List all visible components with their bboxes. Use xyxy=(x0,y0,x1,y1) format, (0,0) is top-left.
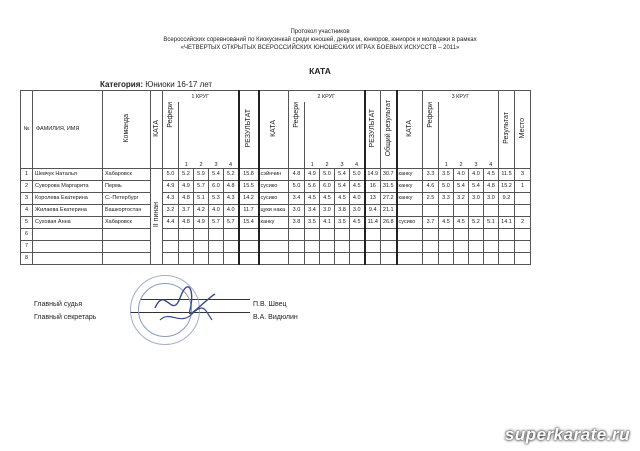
round1-score xyxy=(194,240,209,252)
place xyxy=(515,228,531,240)
total-result: 26.8 xyxy=(381,216,397,228)
round2-score: 5.0 xyxy=(320,168,335,180)
round3-score xyxy=(484,228,499,240)
round2-result: 14.9 xyxy=(365,168,381,180)
place: 2 xyxy=(515,216,531,228)
table-row xyxy=(21,240,531,252)
round1-score xyxy=(194,228,209,240)
round1-score xyxy=(224,228,239,240)
round1-result: 15.8 xyxy=(239,168,259,180)
total-result: 30.7 xyxy=(381,168,397,180)
row-number: 6 xyxy=(21,228,33,240)
signature-scribble xyxy=(150,280,220,330)
table-row xyxy=(21,204,531,216)
chief-secretary-name: В.А. Видюлин xyxy=(253,314,298,321)
round2-kata xyxy=(259,228,289,240)
table-row xyxy=(21,192,531,204)
round2-score: 4.5 xyxy=(335,192,350,204)
col-team: Команда xyxy=(103,91,151,169)
col-round3: 3 КРУГ xyxy=(423,91,499,103)
round2-score xyxy=(320,228,335,240)
round1-score xyxy=(179,228,194,240)
round3-score xyxy=(454,228,469,240)
round1-score: 4.0 xyxy=(224,204,239,216)
round3-score: 3.5 xyxy=(439,168,454,180)
participant-name xyxy=(33,228,103,240)
round1-score xyxy=(224,252,239,264)
round3-score xyxy=(484,240,499,252)
round1-score: 4.3 xyxy=(163,192,179,204)
round2-score: 4.8 xyxy=(289,168,305,180)
round1-result: 15.4 xyxy=(239,216,259,228)
round3-score: 5.4 xyxy=(454,180,469,192)
round1-score xyxy=(163,228,179,240)
round2-score: 3.4 xyxy=(305,204,320,216)
page-title: КАТА xyxy=(309,66,331,76)
round3-score: 3.2 xyxy=(454,192,469,204)
round2-score: 3.8 xyxy=(335,204,350,216)
round2-score: 4.9 xyxy=(305,168,320,180)
participant-name: Суворова Маргарита xyxy=(33,180,103,192)
round1-result xyxy=(239,252,259,264)
round3-score xyxy=(423,240,439,252)
round3-result xyxy=(499,252,515,264)
round2-score: 3.0 xyxy=(320,204,335,216)
round3-score xyxy=(484,204,499,216)
round1-score: 5.9 xyxy=(194,168,209,180)
round1-score xyxy=(224,240,239,252)
round2-kata xyxy=(259,252,289,264)
col-judge2-1: 1 xyxy=(305,102,320,168)
col-judge2-4: 4 xyxy=(350,102,365,168)
col-referee2: Рефери xyxy=(289,102,305,168)
round3-kata: канку xyxy=(397,192,423,204)
round2-kata xyxy=(259,240,289,252)
round3-score xyxy=(454,240,469,252)
col-no: № xyxy=(21,91,33,169)
round1-score: 5.0 xyxy=(163,168,179,180)
col-judge1-2: 2 xyxy=(194,102,209,168)
col-judge1-1: 1 xyxy=(179,102,194,168)
row-number: 2 xyxy=(21,180,33,192)
round2-score xyxy=(335,240,350,252)
round1-score: 4.8 xyxy=(179,216,194,228)
chief-judge-name: П.В. Швец xyxy=(253,301,287,308)
place xyxy=(515,252,531,264)
round2-score: 3.8 xyxy=(289,216,305,228)
round1-score xyxy=(163,252,179,264)
round1-score xyxy=(209,252,224,264)
table-row xyxy=(21,180,531,192)
watermark-logo: superkarate.ru xyxy=(504,425,630,444)
round3-score xyxy=(469,228,484,240)
round2-score: 6.0 xyxy=(320,180,335,192)
round1-score: 5.7 xyxy=(194,180,209,192)
col-total: Общий результат xyxy=(381,91,397,169)
round2-score: 5.0 xyxy=(350,168,365,180)
round3-score: 4.6 xyxy=(423,180,439,192)
round1-score xyxy=(179,252,194,264)
col-judge1-4: 4 xyxy=(224,102,239,168)
round3-score xyxy=(454,252,469,264)
round3-score: 4.5 xyxy=(439,216,454,228)
table-row xyxy=(21,252,531,264)
place xyxy=(515,192,531,204)
col-judge3-2: 2 xyxy=(454,102,469,168)
round2-score xyxy=(350,240,365,252)
total-result xyxy=(381,252,397,264)
round2-result: 13 xyxy=(365,192,381,204)
round2-score: 4.5 xyxy=(320,192,335,204)
round2-score: 5.6 xyxy=(305,180,320,192)
round1-score xyxy=(179,240,194,252)
round1-score: 6.0 xyxy=(209,180,224,192)
round3-score: 3.7 xyxy=(423,216,439,228)
round2-score: 5.4 xyxy=(335,180,350,192)
round1-score xyxy=(209,240,224,252)
chief-secretary-label: Главный секретарь xyxy=(34,314,97,321)
category-value: Юниоки 16-17 лет xyxy=(145,80,213,89)
round2-score: 5.0 xyxy=(289,180,305,192)
round3-kata: канку xyxy=(397,180,423,192)
round3-score xyxy=(423,228,439,240)
col-kata1: КАТА xyxy=(151,91,163,169)
round1-score: 4.4 xyxy=(163,216,179,228)
round2-result: 9.4 xyxy=(365,204,381,216)
round2-score xyxy=(305,240,320,252)
col-judge1-3: 3 xyxy=(209,102,224,168)
round3-score: 4.0 xyxy=(469,168,484,180)
round2-score: 3.5 xyxy=(335,216,350,228)
round3-score xyxy=(439,240,454,252)
round1-score: 4.9 xyxy=(163,180,179,192)
round2-score xyxy=(289,228,305,240)
col-kata2: КАТА xyxy=(259,91,289,169)
participant-team: Башкортостан xyxy=(103,204,151,216)
round1-score: 5.2 xyxy=(179,168,194,180)
col-referee3: Рефери xyxy=(423,102,439,168)
round2-result xyxy=(365,228,381,240)
participant-team: Хабаровск xyxy=(103,168,151,180)
round2-score: 4.0 xyxy=(350,192,365,204)
round3-result xyxy=(499,240,515,252)
round3-result xyxy=(499,228,515,240)
round3-kata: сусико xyxy=(397,216,423,228)
row-number: 7 xyxy=(21,240,33,252)
round1-result: 11.7 xyxy=(239,204,259,216)
col-judge3-4: 4 xyxy=(484,102,499,168)
round3-score xyxy=(469,204,484,216)
round1-score: 5.1 xyxy=(194,192,209,204)
round3-score: 3.3 xyxy=(439,192,454,204)
round2-score: 4.5 xyxy=(350,216,365,228)
table-row xyxy=(21,168,531,180)
round2-kata: цуки нака xyxy=(259,204,289,216)
row-number: 4 xyxy=(21,204,33,216)
round1-score: 4.8 xyxy=(224,180,239,192)
row-number: 8 xyxy=(21,252,33,264)
round3-result: 11.5 xyxy=(499,168,515,180)
total-result xyxy=(381,228,397,240)
round2-result: 16 xyxy=(365,180,381,192)
col-kata3: КАТА xyxy=(397,91,423,169)
round1-score: 4.0 xyxy=(209,204,224,216)
row-number: 3 xyxy=(21,192,33,204)
participant-name: Королева Екатерина xyxy=(33,192,103,204)
round2-score xyxy=(335,228,350,240)
round1-result: 15.5 xyxy=(239,180,259,192)
row-number: 5 xyxy=(21,216,33,228)
place xyxy=(515,204,531,216)
round2-score: 3.0 xyxy=(350,204,365,216)
participant-team xyxy=(103,240,151,252)
round1-score: 4.8 xyxy=(179,192,194,204)
round1-result xyxy=(239,240,259,252)
round2-score: 5.4 xyxy=(335,168,350,180)
col-place: Место xyxy=(515,91,531,169)
round1-score: 3.2 xyxy=(163,204,179,216)
chief-judge-label: Главный судья xyxy=(34,301,83,308)
round3-score xyxy=(423,252,439,264)
round3-score xyxy=(439,204,454,216)
table-row xyxy=(21,228,531,240)
place: 1 xyxy=(515,180,531,192)
round2-score xyxy=(305,228,320,240)
col-result2: РЕЗУЛЬТАТ xyxy=(365,91,381,169)
participant-team: С.-Петербург xyxy=(103,192,151,204)
participant-team: Хабаровск xyxy=(103,216,151,228)
round1-score: 5.3 xyxy=(209,192,224,204)
col-judge2-2: 2 xyxy=(320,102,335,168)
protocol-heading: Протокол участников xyxy=(290,29,350,35)
round3-kata xyxy=(397,252,423,264)
participant-name xyxy=(33,240,103,252)
round3-score xyxy=(469,240,484,252)
round2-kata: сусико xyxy=(259,192,289,204)
col-round1: 1 КРУГ xyxy=(163,91,239,103)
round2-score: 3.4 xyxy=(289,192,305,204)
event-line: Всероссийских соревнований по Киокусинкай среди юношей, девушек, юниоров, юниорок и молодежи в рамках xyxy=(163,37,477,43)
round2-result: 11.4 xyxy=(365,216,381,228)
round3-score: 5.1 xyxy=(484,216,499,228)
total-result: 31.5 xyxy=(381,180,397,192)
results-table xyxy=(20,90,531,265)
round1-result: 14.2 xyxy=(239,192,259,204)
round1-score: 4.9 xyxy=(179,180,194,192)
round2-score: 4.1 xyxy=(320,216,335,228)
round2-score xyxy=(289,240,305,252)
round3-score: 4.5 xyxy=(454,216,469,228)
participant-name: Шевчук Наталья xyxy=(33,168,103,180)
round1-kata-group xyxy=(151,168,163,264)
total-result: 27.2 xyxy=(381,192,397,204)
category xyxy=(100,80,212,89)
round2-score xyxy=(289,252,305,264)
round2-score xyxy=(350,228,365,240)
round3-score xyxy=(423,204,439,216)
participant-name: Суховая Анна xyxy=(33,216,103,228)
round3-kata xyxy=(397,228,423,240)
round3-kata xyxy=(397,240,423,252)
col-judge2-3: 3 xyxy=(335,102,350,168)
round1-score: 5.7 xyxy=(224,216,239,228)
round1-score: 4.9 xyxy=(194,216,209,228)
round3-score: 4.5 xyxy=(484,168,499,180)
round2-result xyxy=(365,240,381,252)
table-row xyxy=(21,216,531,228)
category-label: Категория: xyxy=(100,80,144,89)
participant-team: Пермь xyxy=(103,180,151,192)
round3-score xyxy=(439,228,454,240)
round1-score xyxy=(163,240,179,252)
round3-score: 4.8 xyxy=(484,180,499,192)
round3-score: 3.3 xyxy=(423,168,439,180)
participant-team xyxy=(103,228,151,240)
round3-score xyxy=(484,252,499,264)
round3-score: 5.4 xyxy=(469,180,484,192)
round2-score xyxy=(305,252,320,264)
round2-score: 4.5 xyxy=(350,180,365,192)
participant-name xyxy=(33,252,103,264)
place: 3 xyxy=(515,168,531,180)
round1-score: 5.4 xyxy=(209,168,224,180)
round3-score: 2.5 xyxy=(423,192,439,204)
round3-result xyxy=(499,204,515,216)
round2-score: 3.0 xyxy=(289,204,305,216)
round3-kata xyxy=(397,204,423,216)
round2-kata: сусико xyxy=(259,180,289,192)
round3-result: 15.2 xyxy=(499,180,515,192)
round1-score: 4.2 xyxy=(194,204,209,216)
round3-result: 9.2 xyxy=(499,192,515,204)
col-referee1: Рефери xyxy=(163,102,179,168)
round3-score: 5.2 xyxy=(469,216,484,228)
round3-score: 4.0 xyxy=(454,168,469,180)
col-name: ФАМИЛИЯ, ИМЯ xyxy=(33,91,103,169)
col-judge3-3: 3 xyxy=(469,102,484,168)
round3-score: 5.0 xyxy=(439,180,454,192)
round2-score xyxy=(350,252,365,264)
round2-score xyxy=(335,252,350,264)
round3-kata: канку xyxy=(397,168,423,180)
participant-team xyxy=(103,252,151,264)
round2-score: 3.5 xyxy=(305,216,320,228)
total-result xyxy=(381,240,397,252)
round1-score: 3.7 xyxy=(179,204,194,216)
round2-score xyxy=(320,240,335,252)
round1-score: 5.2 xyxy=(224,168,239,180)
participant-name: Жилаева Екатерина xyxy=(33,204,103,216)
round3-score xyxy=(454,204,469,216)
row-number: 1 xyxy=(21,168,33,180)
round2-score xyxy=(320,252,335,264)
col-judge3-1: 1 xyxy=(439,102,454,168)
round2-result xyxy=(365,252,381,264)
round3-score xyxy=(469,252,484,264)
round1-score: 5.7 xyxy=(209,216,224,228)
round3-score: 3.0 xyxy=(469,192,484,204)
round3-score: 3.0 xyxy=(484,192,499,204)
round3-result: 14.1 xyxy=(499,216,515,228)
col-result3: Результат xyxy=(499,91,515,169)
round1-result xyxy=(239,228,259,240)
total-result: 21.1 xyxy=(381,204,397,216)
round2-kata: сэйнчин xyxy=(259,168,289,180)
group-label: II пинан xyxy=(153,202,160,228)
round1-score xyxy=(194,252,209,264)
col-round2: 2 КРУГ xyxy=(289,91,365,103)
col-result1: РЕЗУЛЬТАТ xyxy=(239,91,259,169)
round2-kata: канку xyxy=(259,216,289,228)
round3-score xyxy=(439,252,454,264)
round1-score xyxy=(209,228,224,240)
round1-score: 4.3 xyxy=(224,192,239,204)
round2-score: 4.5 xyxy=(305,192,320,204)
place xyxy=(515,240,531,252)
event-name: «ЧЕТВЕРТЫХ ОТКРЫТЫХ ВСЕРОССИЙСКИХ ЮНОШЕСКИХ ИГРАХ БОЕВЫХ ИСКУССТВ – 2011» xyxy=(180,45,460,51)
